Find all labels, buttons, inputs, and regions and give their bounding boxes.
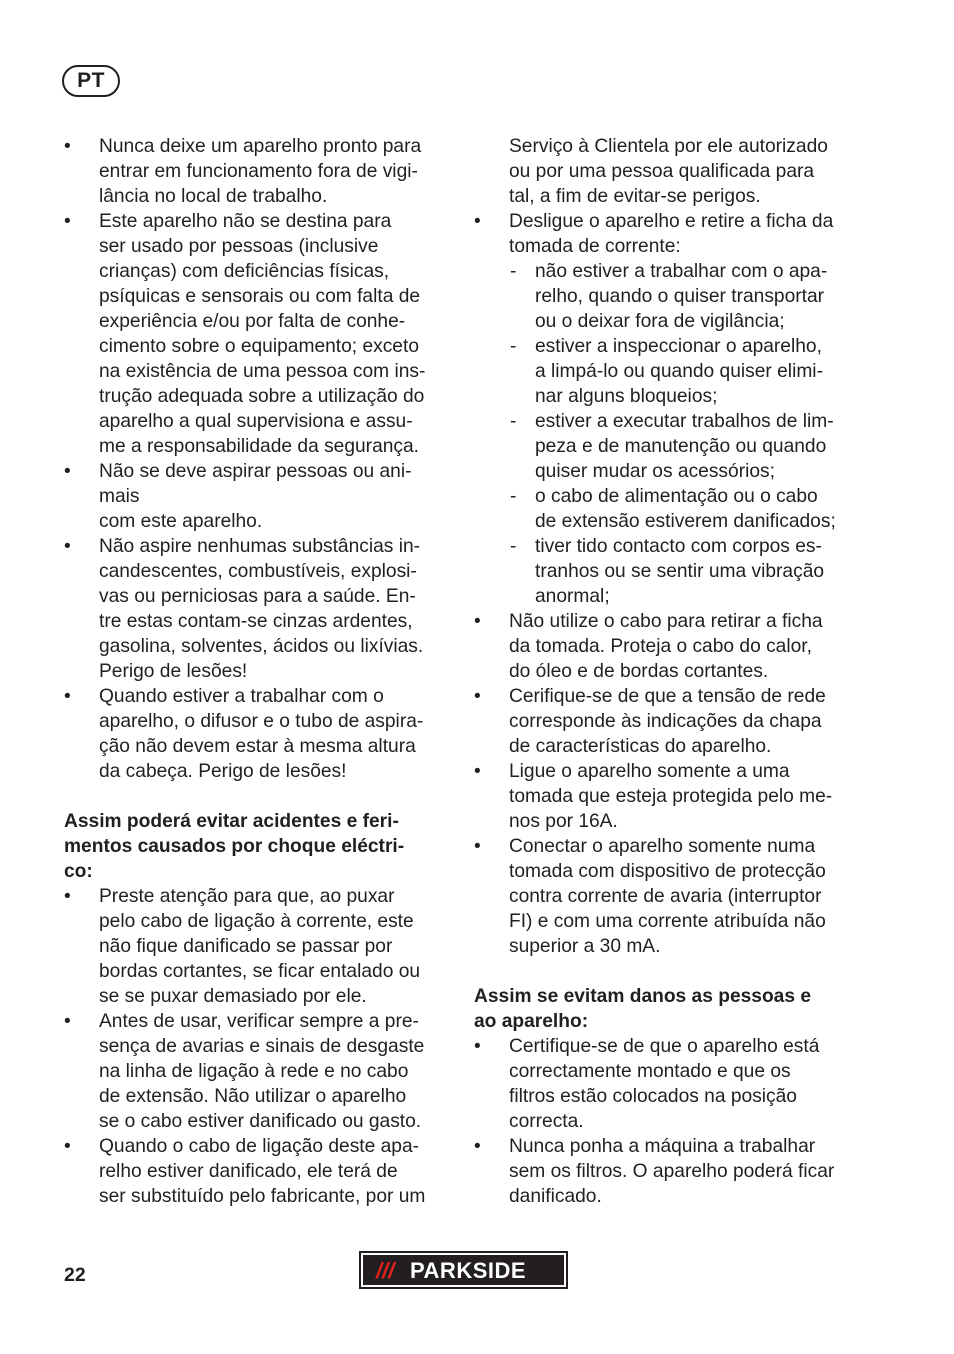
bullet-item-line: • Conectar o aparelho somente numa [474,834,874,859]
bullet-continuation-line: correctamente montado e que os [509,1061,791,1082]
dash-continuation-line: relho, quando o quiser transportar [535,286,825,307]
bullet-continuation-line: contra corrente de avaria (interruptor [509,886,822,907]
bullet-continuation-line: trução adequada sobre a utilização do [99,386,425,407]
dash-continuation-line: a limpá-lo ou quando quiser elimi- [535,361,823,382]
bullet-continuation-line: ser substituído pelo fabricante, por um [99,1186,426,1207]
bullet-continuation-line: não fique danificado se passar por [99,936,393,957]
bullet-continuation-line: se se puxar demasiado por ele. [99,986,367,1007]
bullet-continuation-line: candescentes, combustíveis, explosi- [99,561,417,582]
bullet-continuation-line: na linha de ligação à rede e no cabo [99,1061,409,1082]
parkside-logo [361,1253,566,1287]
bullet-continuation-line: de extensão. Não utilizar o aparelho [99,1086,407,1107]
bullet-item-line: • Não aspire nenhumas substâncias in- [64,534,459,559]
bullet-item-line: • Certifique-se de que o aparelho está [474,1034,874,1059]
bullet-item-line: • Quando estiver a trabalhar com o [64,684,459,709]
logo-text: PARKSIDE [409,1258,526,1283]
bullet-continuation-line: entrar em funcionamento fora de vigi- [99,161,418,182]
bullet-continuation-line: cimento sobre o equipamento; exceto [99,336,419,357]
left-column [64,134,459,1209]
bullet-item-line: • Nunca ponha a máquina a trabalhar [474,1134,874,1159]
bullet-continuation-line: pelo cabo de ligação à corrente, este [99,911,414,932]
bullet-continuation-line: se o cabo estiver danificado ou gasto. [99,1111,422,1132]
bullet-item-line: • Preste atenção para que, ao puxar [64,884,459,909]
bullet-item-line: • Este aparelho não se destina para [64,209,459,234]
section-heading-line: ao aparelho: [474,1011,589,1032]
bullet-continuation-line: Serviço à Clientela por ele autorizado [509,136,828,157]
section-heading-line: Assim poderá evitar acidentes e feri- [64,811,399,832]
bullet-continuation-line: corresponde às indicações da chapa [509,711,822,732]
bullet-continuation-line: de características do aparelho. [509,736,772,757]
bullet-item-line: • Quando o cabo de ligação deste apa- [64,1134,459,1159]
bullet-continuation-line: tomada de corrente: [509,236,681,257]
dash-continuation-line: ou o deixar fora de vigilância; [535,311,785,332]
bullet-continuation-line: tal, a fim de evitar-se perigos. [509,186,761,207]
bullet-continuation-line: gasolina, solventes, ácidos ou lixívias. [99,636,424,657]
bullet-item-line: • Não se deve aspirar pessoas ou ani- [64,459,459,484]
bullet-continuation-line: sem os filtros. O aparelho poderá ficar [509,1161,835,1182]
bullet-item-line: • Cerifique-se de que a tensão de rede [474,684,874,709]
bullet-continuation-line: lância no local de trabalho. [99,186,328,207]
bullet-continuation-line: aparelho, o difusor e o tubo de aspira- [99,711,424,732]
bullet-item-line: • Nunca deixe um aparelho pronto para [64,134,459,159]
bullet-continuation-line: bordas cortantes, se ficar entalado ou [99,961,421,982]
bullet-continuation-line: da tomada. Proteja o cabo do calor, [509,636,812,657]
bullet-continuation-line: mais [99,486,140,507]
bullet-continuation-line: tomada com dispositivo de protecção [509,861,826,882]
bullet-continuation-line: com este aparelho. [99,511,263,532]
section-heading-line: co: [64,861,93,882]
bullet-continuation-line: tre estas contam-se cinzas ardentes, [99,611,413,632]
dash-continuation-line: peza e de manutenção ou quando [535,436,827,457]
bullet-continuation-line: psíquicas e sensorais ou com falta de [99,286,421,307]
section-heading-line: mentos causados por choque eléctri- [64,836,405,857]
paragraph-spacer [64,784,459,809]
bullet-continuation-line: tomada que esteja protegida pelo me- [509,786,833,807]
bullet-continuation-line: danificado. [509,1186,602,1207]
dash-continuation-line: anormal; [535,586,610,607]
page-number: 22 [64,1264,86,1286]
bullet-item-line: • Ligue o aparelho somente a uma [474,759,874,784]
bullet-continuation-line: do óleo e de bordas cortantes. [509,661,769,682]
bullet-continuation-line: ção não devem estar à mesma altura [99,736,416,757]
bullet-continuation-line: crianças) com deficiências físicas, [99,261,390,282]
bullet-continuation-line: ou por uma pessoa qualificada para [509,161,815,182]
bullet-continuation-line: ser usado por pessoas (inclusive [99,236,379,257]
language-badge: PT [62,65,120,97]
bullet-continuation-line: aparelho a qual supervisiona e assu- [99,411,413,432]
dash-continuation-line: nar alguns bloqueios; [535,386,718,407]
bullet-continuation-line: experiência e/ou por falta de conhe- [99,311,406,332]
bullet-continuation-line: superior a 30 mA. [509,936,661,957]
dash-subitem-line: - o cabo de alimentação ou o cabo [474,484,874,509]
bullet-item-line: • Não utilize o cabo para retirar a ficha [474,609,874,634]
bullet-continuation-line: FI) e com uma corrente atribuída não [509,911,826,932]
right-column [474,134,874,1209]
dash-subitem-line: - estiver a inspeccionar o aparelho, [474,334,874,359]
dash-continuation-line: tranhos ou se sentir uma vibração [535,561,825,582]
dash-subitem-line: - tiver tido contacto com corpos es- [474,534,874,559]
bullet-continuation-line: Perigo de lesões! [99,661,248,682]
bullet-continuation-line: na existência de uma pessoa com ins- [99,361,426,382]
bullet-continuation-line: me a responsabilidade da segurança. [99,436,420,457]
section-heading-line: Assim se evitam danos as pessoas e [474,986,812,1007]
dash-continuation-line: quiser mudar os acessórios; [535,461,775,482]
logo-stripes: /// [375,1258,394,1283]
bullet-continuation-line: relho estiver danificado, ele terá de [99,1161,398,1182]
bullet-continuation-line: correcta. [509,1111,584,1132]
bullet-continuation-line: da cabeça. Perigo de lesões! [99,761,347,782]
bullet-continuation-line: vas ou perniciosas para a saúde. En- [99,586,416,607]
bullet-continuation-line: sença de avarias e sinais de desgaste [99,1036,425,1057]
bullet-item-line: • Antes de usar, verificar sempre a pre- [64,1009,459,1034]
paragraph-spacer [474,959,874,984]
bullet-continuation-line: filtros estão colocados na posição [509,1086,797,1107]
bullet-continuation-line: nos por 16A. [509,811,618,832]
dash-continuation-line: de extensão estiverem danificados; [535,511,836,532]
dash-subitem-line: - não estiver a trabalhar com o apa- [474,259,874,284]
dash-subitem-line: - estiver a executar trabalhos de lim- [474,409,874,434]
bullet-item-line: • Desligue o aparelho e retire a ficha da [474,209,874,234]
